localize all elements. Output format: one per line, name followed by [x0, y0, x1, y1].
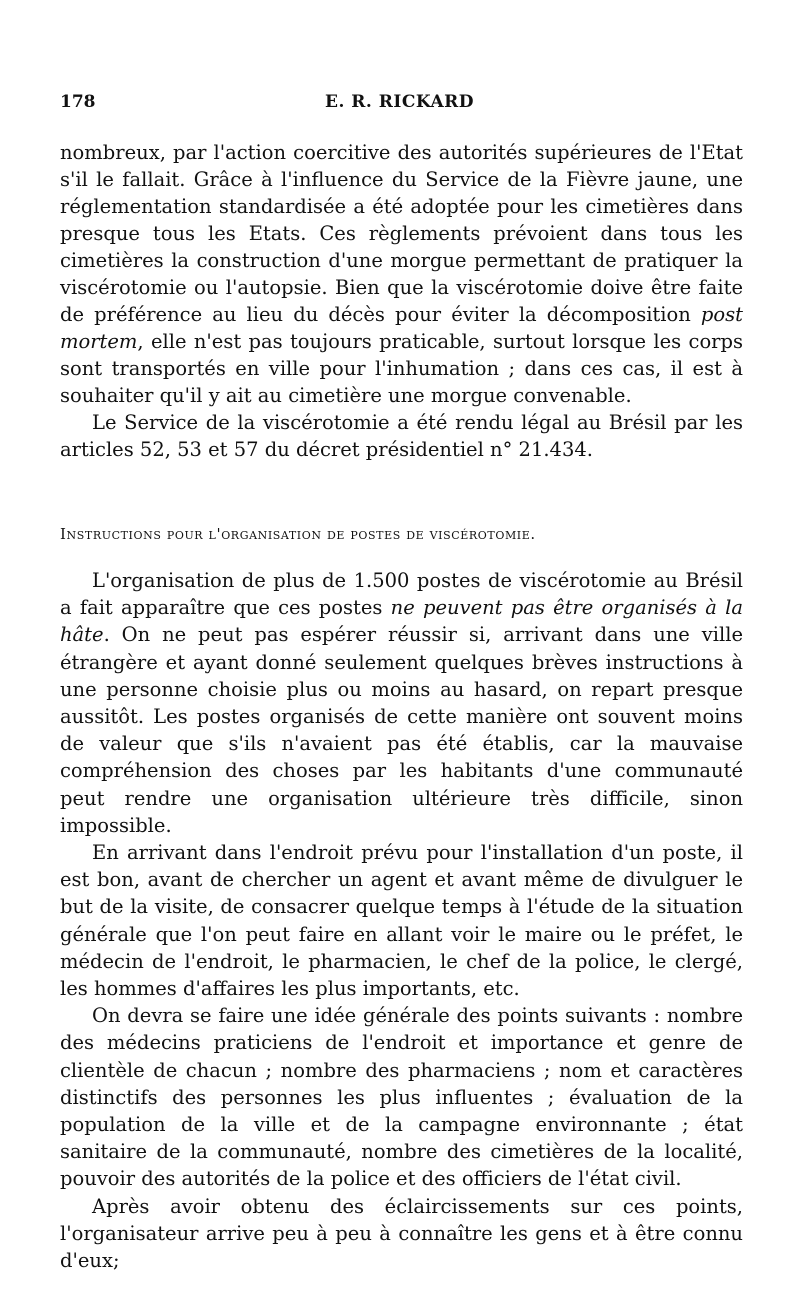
intro-paragraph-1-end: , elle n'est pas toujours praticable, surtout lorsque les corps sont transportés en ville pour l'inhumation ; dans ces cas, il est à souhaiter qu'il y ait au cimetière une morgue convenable. — [60, 330, 743, 407]
section-paragraph-2: En arrivant dans l'endroit prévu pour l'installation d'un poste, il est bon, avant de chercher un agent et avant même de divulguer le but de la visite, de consacrer quelque temps à l'étude de la situation générale que l'on peut faire en allant voir le maire ou le préfet, le médecin de l'endroit, le pharmacien, le chef de la police, le clergé, les hommes d'affaires les plus importants, etc. — [60, 841, 743, 1001]
intro-text — [60, 139, 743, 463]
section-heading: Instructions pour l'organisation de postes de viscérotomie. — [60, 525, 536, 543]
running-header — [60, 92, 740, 116]
intro-paragraph-1 — [60, 139, 743, 409]
intro-italic-post-mortem: post mortem — [60, 303, 743, 353]
intro-paragraph-1-start: nombreux, par l'action coercitive des autorités supérieures de l'Etat s'il le fallait. Grâce à l'influence du Service de la Fièvre jaune, une réglementation standardisée a été adoptée pour les cimetières dans presque tous les Etats. Ces règlements prévoient dans tous les cimetières la construction d'une morgue permettant de pratiquer la viscérotomie ou l'autopsie. Bien que la viscérotomie doive être faite de préférence au lieu du décès pour éviter la décomposition — [60, 141, 743, 326]
section-paragraph-3: On devra se faire une idée générale des points suivants : nombre des médecins praticiens de l'endroit et importance et genre de clientèle de chacun ; nombre des pharmaciens ; nom et caractères distinctifs des personnes les plus influentes ; évaluation de la population de la ville et de la campagne environnante ; état sanitaire de la communauté, nombre des cimetières de la localité, pouvoir des autorités de la police et des officiers de l'état civil. — [60, 1004, 743, 1191]
section-paragraph-1-end: . On ne peut pas espérer réussir si, arrivant dans une ville étrangère et ayant donné seulement quelques brèves instructions à une personne choisie plus ou moins au hasard, on repart presque aussitôt. Les postes organisés de cette manière ont souvent moins de valeur que s'ils n'avaient pas été établis, car la mauvaise compréhension des choses par les habitants d'une communauté peut rendre une organisation ultérieure très difficile, sinon impossible. — [60, 623, 743, 837]
intro-paragraph-2: Le Service de la viscérotomie a été rendu légal au Brésil par les articles 52, 53 et 57 du décret présidentiel n° 21.434. — [60, 411, 743, 461]
section-paragraph-1 — [60, 567, 743, 839]
section-italic-phrase: ne peuvent pas être organisés à la hâte — [60, 596, 743, 647]
page-number: 178 — [60, 92, 96, 112]
running-author: E. R. RICKARD — [325, 92, 475, 112]
section-body — [60, 567, 743, 1274]
section-paragraph-1-start: L'organisation de plus de 1.500 postes de viscérotomie au Brésil a fait apparaître que ces postes — [60, 569, 743, 620]
section-paragraph-4: Après avoir obtenu des éclaircissements sur ces points, l'organisateur arrive peu à peu à connaître les gens et à être connu d'eux; — [60, 1194, 743, 1273]
